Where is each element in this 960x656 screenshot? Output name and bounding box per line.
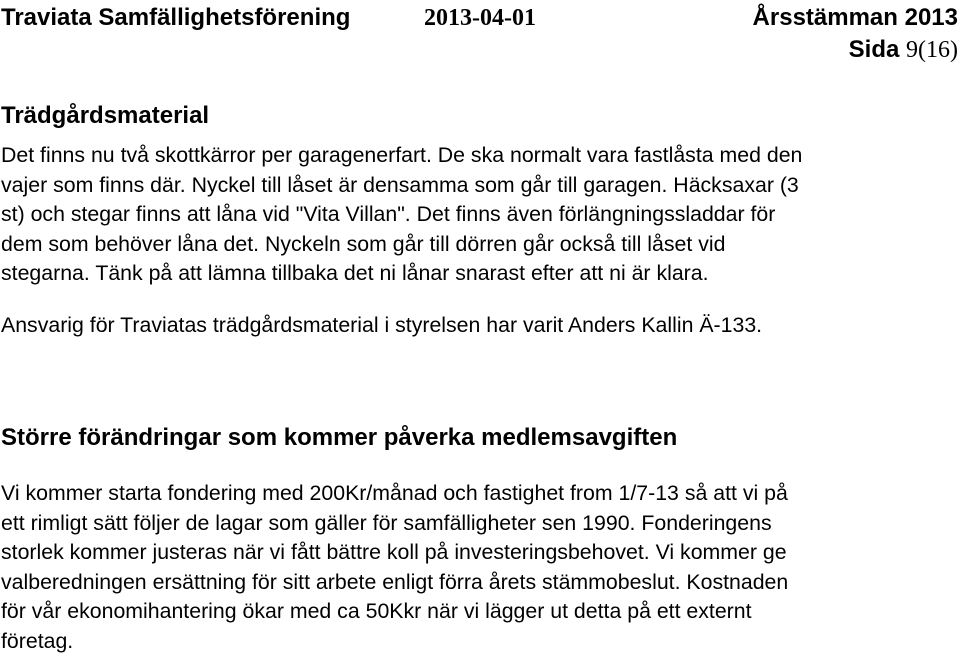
paragraph-responsible bbox=[1, 311, 956, 341]
paragraph-line: Vi kommer starta fondering med 200Kr/månad och fastighet from 1/7-13 så att vi på bbox=[1, 479, 956, 509]
meeting-title: Årsstämman 2013 bbox=[753, 4, 958, 32]
paragraph-garden-equipment bbox=[1, 141, 956, 289]
document-date: 2013-04-01 bbox=[424, 4, 536, 32]
paragraph-line: ett rimligt sätt följer de lagar som gäller för samfälligheter sen 1990. Fonderingens bbox=[1, 509, 956, 539]
page-total: (16) bbox=[918, 37, 958, 63]
paragraph-line: storlek kommer justeras när vi fått bättre koll på investeringsbehovet. Vi kommer ge bbox=[1, 538, 956, 568]
paragraph-line: vajer som finns där. Nyckel till låset är densamma som går till garagen. Häcksaxar (3 bbox=[1, 171, 956, 201]
paragraph-line: Det finns nu två skottkärror per garagenerfart. De ska normalt vara fastlåsta med den bbox=[1, 141, 956, 171]
paragraph-line: st) och stegar finns att låna vid "Vita Villan". Det finns även förlängningssladdar för bbox=[1, 200, 956, 230]
section-heading-garden-equipment: Trädgårdsmaterial bbox=[1, 102, 209, 130]
page-label: Sida bbox=[849, 36, 900, 63]
page-number: 9 bbox=[906, 37, 918, 63]
paragraph-line: Ansvarig för Traviatas trädgårdsmaterial i styrelsen har varit Anders Kallin Ä-133. bbox=[1, 311, 956, 341]
paragraph-line: stegarna. Tänk på att lämna tillbaka det ni lånar snarast efter att ni är klara. bbox=[1, 259, 956, 289]
paragraph-line: valberedningen ersättning för sitt arbete enligt förra årets stämmobeslut. Kostnaden bbox=[1, 568, 956, 598]
page-indicator bbox=[849, 36, 958, 64]
section-heading-fee-changes: Större förändringar som kommer påverka medlemsavgiften bbox=[1, 424, 677, 452]
paragraph-fee-changes bbox=[1, 479, 956, 656]
paragraph-line: för vår ekonomihantering ökar med ca 50Kkr när vi lägger ut detta på ett externt bbox=[1, 597, 956, 627]
page-header bbox=[0, 4, 958, 64]
organization-name: Traviata Samfällighetsförening bbox=[1, 4, 350, 32]
paragraph-line: dem som behöver låna det. Nyckeln som går till dörren går också till låset vid bbox=[1, 230, 956, 260]
paragraph-line: företag. bbox=[1, 627, 956, 656]
